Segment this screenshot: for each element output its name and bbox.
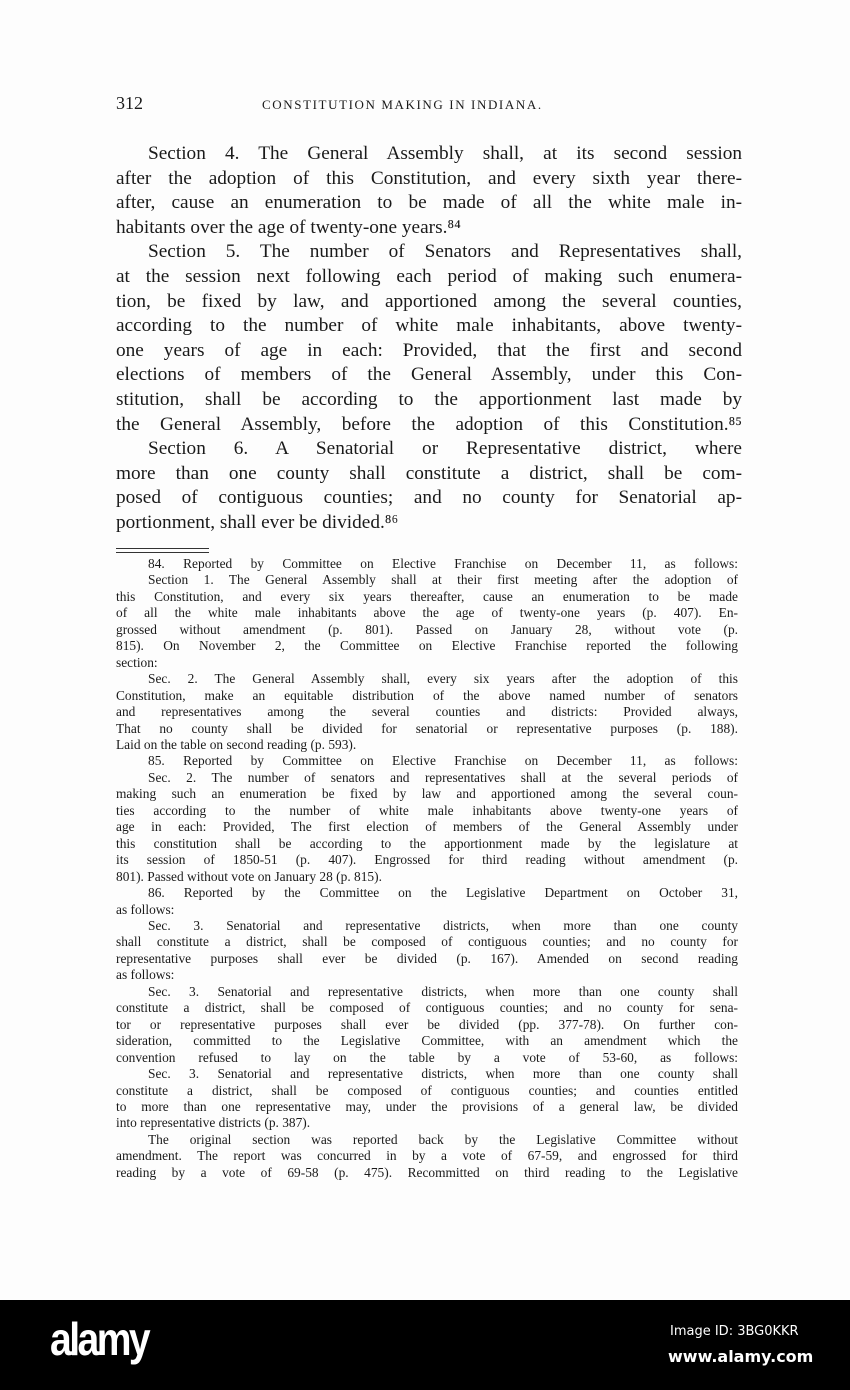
footnote-line: 86. Reported by the Committee on the Legislative Department on October 31, [148, 885, 738, 901]
footnote-line: Sec. 2. The number of senators and representatives shall at the several periods of [148, 769, 738, 785]
footnote-line: 85. Reported by Committee on Elective Franchise on December 11, as follows: [148, 753, 738, 769]
footnote-line: this constitution shall be according to the apportionment made by the legislature at [116, 835, 738, 851]
footnote-line: constitute a district, shall be composed of contiguous counties; and no county for sena- [116, 1000, 738, 1016]
running-title: CONSTITUTION MAKING IN INDIANA. [262, 97, 543, 112]
section-line: tion, be fixed by law, and apportioned among the several counties, [116, 290, 742, 312]
footnote-line: Constitution, make an equitable distribution of the above named number of senators [116, 687, 738, 703]
main-text [116, 142, 742, 536]
section-paragraph [116, 437, 742, 535]
footnote-paragraph [116, 572, 738, 671]
site-url: www.alamy.com [668, 1347, 814, 1366]
footnote-line: Sec. 3. Senatorial and representative districts, when more than one county shall [148, 983, 738, 999]
section-line: after the adoption of this Constitution, and every sixth year there- [116, 167, 742, 189]
footnote-line: 815). On November 2, the Committee on Elective Franchise reported the following [116, 638, 738, 654]
section-line: according to the number of white male inhabitants, above twenty- [116, 315, 742, 337]
footnote-line: 84. Reported by Committee on Elective Franchise on December 11, as follows: [148, 556, 738, 571]
footnote-line: representative purposes shall ever be divided (p. 167). Amended on second reading [116, 950, 738, 966]
footnote-paragraph [116, 885, 738, 918]
footnote-line: Sec. 3. Senatorial and representative districts, when more than one county shall [148, 1066, 738, 1082]
footnote-line: Laid on the table on second reading (p. 593). [116, 736, 357, 752]
section-paragraph [116, 142, 742, 240]
image-id: Image ID: 3BG0KKR [670, 1324, 799, 1339]
section-line: posed of contiguous counties; and no county for Senatorial ap- [116, 487, 742, 509]
footnote-line: into representative districts (p. 387). [116, 1115, 311, 1131]
section-line: stitution, shall be according to the apportionment last made by [116, 388, 742, 410]
footnote-rule [116, 548, 209, 553]
alamy-logo: alamy [50, 1313, 149, 1365]
footnote-line: amendment. The report was concurred in by a vote of 67-59, and engrossed for third [116, 1148, 738, 1164]
footnote-line: to more than one representative may, under the provisions of a general law, be divided [116, 1098, 738, 1114]
footnote-paragraph [116, 671, 738, 753]
section-line: Section 4. The General Assembly shall, at its second session [148, 143, 742, 164]
watermark-bar [0, 1300, 850, 1390]
section-line: after, cause an enumeration to be made of all the white male in- [116, 192, 742, 214]
footnote-paragraph [116, 918, 738, 984]
section-line: one years of age in each: Provided, that the first and second [116, 339, 742, 361]
footnote-line: section: [116, 654, 158, 670]
section-line: elections of members of the General Assembly, under this Con- [116, 364, 742, 386]
footnote-line: this Constitution, and every six years thereafter, cause an enumeration to be made [116, 588, 738, 604]
section-line: the General Assembly, before the adoption of this Constitution.⁸⁵ [116, 413, 742, 435]
footnote-line: ties according to the number of white male inhabitants above twenty-one years of [116, 802, 738, 818]
footnote-line: Section 1. The General Assembly shall at their first meeting after the adoption of [148, 572, 738, 588]
footnote-line: grossed without amendment (p. 801). Passed on January 28, without vote (p. [116, 621, 738, 637]
footnotes [116, 556, 738, 1181]
footnote-line: sideration, committed to the Legislative Committee, with an amendment which the [116, 1033, 738, 1049]
footnote-line: Sec. 2. The General Assembly shall, every six years after the adoption of this [148, 671, 738, 687]
section-line: portionment, shall ever be divided.⁸⁶ [116, 511, 399, 533]
footnote-line: as follows: [116, 901, 175, 917]
section-paragraph [116, 240, 742, 437]
footnote-line: making such an enumeration be fixed by law and apportioned among the several coun- [116, 786, 738, 802]
footnote-line: of all the white male inhabitants above the age of twenty-one years (p. 407). En- [116, 605, 738, 621]
page-number: 312 [116, 93, 143, 113]
footnote-line: age in each: Provided, The first election of members of the General Assembly under [116, 819, 738, 835]
footnote-line: tor or representative purposes shall ever be divided (pp. 377-78). On further con- [116, 1016, 738, 1032]
footnote-paragraph [116, 753, 738, 769]
footnote-line: The original section was reported back by the Legislative Committee without [148, 1131, 738, 1147]
footnote-paragraph [116, 1066, 738, 1132]
section-line: Section 6. A Senatorial or Representative district, where [148, 438, 742, 460]
footnote-paragraph [116, 556, 738, 572]
section-line: more than one county shall constitute a district, shall be com- [116, 462, 742, 484]
footnote-line: as follows: [116, 967, 175, 983]
footnote-line: its session of 1850-51 (p. 407). Engrossed for third reading without amendment (p. [116, 852, 738, 868]
footnote-line: shall constitute a district, shall be composed of contiguous counties; and no county for [116, 934, 738, 950]
footnote-line: That no county shall be divided for senatorial or representative purposes (p. 188). [116, 720, 738, 736]
section-line: habitants over the age of twenty-one years.⁸⁴ [116, 216, 461, 238]
footnote-line: reading by a vote of 69-58 (p. 475). Recommitted on third reading to the Legislative [116, 1164, 738, 1180]
footnote-paragraph [116, 770, 738, 885]
footnote-line: Sec. 3. Senatorial and representative districts, when more than one county [148, 917, 738, 933]
footnote-line: 801). Passed without vote on January 28 (p. 815). [116, 868, 382, 884]
footnote-paragraph [116, 1132, 738, 1181]
footnote-line: convention refused to lay on the table by a vote of 53-60, as follows: [116, 1049, 738, 1065]
section-line: at the session next following each period of making such enumera- [116, 265, 742, 287]
footnote-line: constitute a district, shall be composed of contiguous counties; and counties entitled [116, 1082, 738, 1098]
footnote-line: and representatives among the several counties and districts: Provided always, [116, 704, 738, 720]
section-line: Section 5. The number of Senators and Representatives shall, [148, 241, 742, 263]
footnote-paragraph [116, 984, 738, 1066]
